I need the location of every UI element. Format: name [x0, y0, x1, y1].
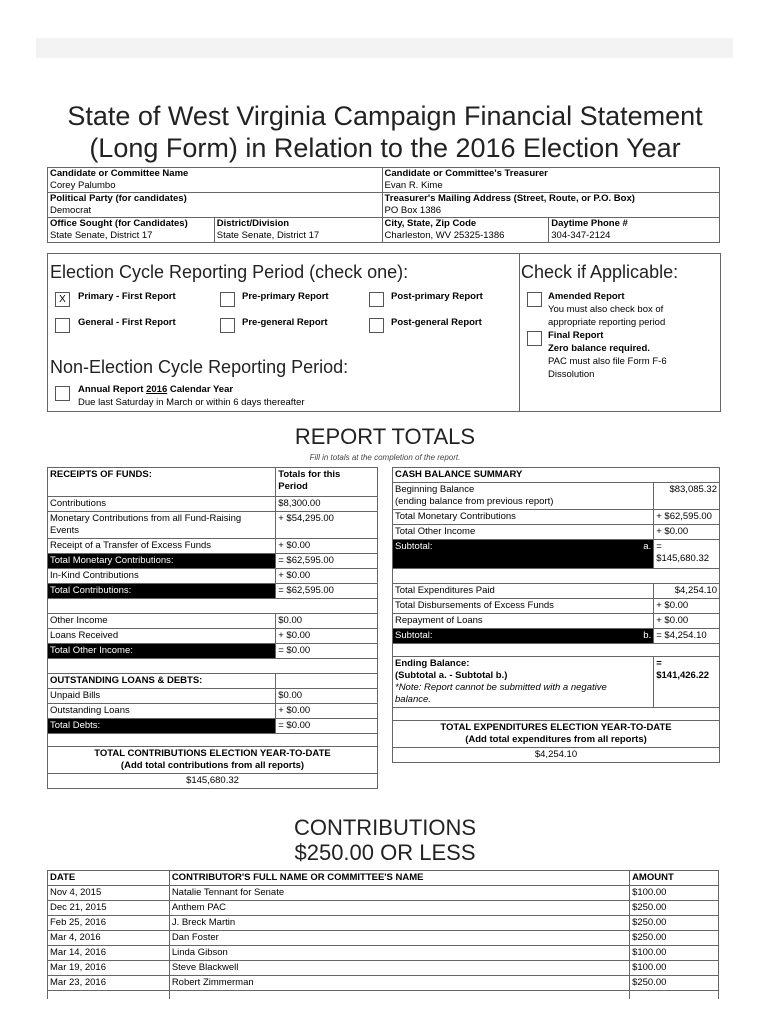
subtotal-a-mark: a.: [643, 541, 652, 552]
row-name: Natalie Tennant for Senate: [169, 886, 629, 901]
cash-total-monetary-label: Total Monetary Contributions: [393, 510, 654, 525]
row-amount: $250.00: [630, 976, 719, 991]
pre-general-label: Pre-general Report: [242, 317, 328, 328]
title-line-2: (Long Form) in Relation to the 2016 Election Year: [89, 133, 681, 163]
annual-report-pre: Annual Report: [78, 384, 147, 395]
expenditures-ytd-header: [393, 721, 720, 748]
row-amount: $100.00: [630, 886, 719, 901]
office-label: Office Sought (for Candidates): [50, 218, 188, 229]
contributions-ytd-line-2: (Add total contributions from all reports): [120, 760, 305, 771]
col-date-header: DATE: [48, 871, 170, 886]
unpaid-value: $0.00: [276, 689, 378, 704]
table-row: [48, 961, 719, 976]
total-monetary-value: = $62,595.00: [276, 554, 378, 569]
title-line-1: State of West Virginia Campaign Financial Statement: [67, 101, 703, 131]
table-row: [48, 991, 719, 1000]
beginning-balance-value: $83,085.32: [654, 483, 720, 510]
general-first-label: General - First Report: [78, 317, 176, 328]
cash-total-other-label: Total Other Income: [393, 525, 654, 540]
row-date: Mar 4, 2016: [48, 931, 170, 946]
ending-amount: $141,426.22: [656, 670, 710, 681]
primary-first-label: Primary - First Report: [78, 291, 176, 302]
spacer-row: [48, 599, 378, 614]
ending-note: *Note: Report cannot be submitted with a negative balance.: [395, 682, 607, 705]
row-date: Feb 25, 2016: [48, 916, 170, 931]
district-cell: [214, 218, 382, 243]
receipts-table: [47, 467, 378, 789]
unpaid-label: Unpaid Bills: [48, 689, 276, 704]
cash-total-monetary-value: + $62,595.00: [654, 510, 720, 525]
spacer-row: [393, 708, 720, 721]
phone-cell: [549, 218, 720, 243]
contributions-value: $8,300.00: [276, 497, 378, 512]
contributions-heading-2: $250.00 OR LESS: [294, 840, 476, 865]
contributions-ytd-value: $145,680.32: [48, 774, 378, 789]
row-amount: $250.00: [630, 931, 719, 946]
office-cell: [48, 218, 215, 243]
city-cell: [382, 218, 549, 243]
row-amount: $250.00: [630, 901, 719, 916]
beginning-balance-label: [393, 483, 654, 510]
contributions-heading: [0, 815, 770, 865]
spacer-row: [48, 734, 378, 747]
expenditures-ytd-line-2: (Add total expenditures from all reports): [465, 734, 647, 745]
contributions-label: Contributions: [48, 497, 276, 512]
city-label: City, State, Zip Code: [384, 218, 477, 229]
expenditures-ytd-line-1: TOTAL EXPENDITURES ELECTION YEAR-TO-DATE: [440, 722, 672, 733]
row-name: Robert Zimmerman: [169, 976, 629, 991]
subtotal-a-eq: =: [656, 541, 662, 552]
pre-general-checkbox[interactable]: [220, 318, 235, 333]
row-name: Anthem PAC: [169, 901, 629, 916]
other-income-value: $0.00: [276, 614, 378, 629]
row-date: [48, 991, 170, 1000]
totals-header-2: Period: [278, 481, 308, 492]
treasurer-value: Evan R. Kime: [384, 180, 443, 191]
table-row: [48, 976, 719, 991]
table-row: [48, 946, 719, 961]
party-cell: [48, 193, 383, 218]
contributions-heading-1: CONTRIBUTIONS: [293, 815, 477, 840]
contributions-table: [47, 870, 719, 999]
table-row: [48, 886, 719, 901]
office-value: State Senate, District 17: [50, 230, 153, 241]
loans-value: + $0.00: [276, 629, 378, 644]
table-row: [48, 931, 719, 946]
row-name: Steve Blackwell: [169, 961, 629, 976]
beginning-line-1: Beginning Balance: [395, 484, 475, 495]
treasurer-cell: [382, 168, 719, 193]
post-primary-label: Post-primary Report: [391, 291, 483, 302]
spacer-row: [393, 644, 720, 657]
subtotal-b-label: [393, 629, 654, 644]
non-election-heading: Non-Election Cycle Reporting Period:: [50, 357, 349, 377]
top-bar: [36, 38, 733, 58]
header-info-table: [47, 167, 720, 243]
table-row: [48, 901, 719, 916]
spacer-row: [48, 659, 378, 674]
cash-header: CASH BALANCE SUMMARY: [393, 468, 720, 483]
row-amount: $100.00: [630, 946, 719, 961]
report-totals-note: Fill in totals at the completion of the report.: [309, 453, 461, 462]
monetary-fundraising-value: + $54,295.00: [276, 512, 378, 539]
disbursements-value: + $0.00: [654, 599, 720, 614]
expenditures-ytd-value: $4,254.10: [393, 748, 720, 763]
ending-balance-value: [654, 657, 720, 708]
subtotal-a-label: [393, 540, 654, 569]
subtotal-a-amount: $145,680.32: [656, 553, 710, 564]
disbursements-label: Total Disbursements of Excess Funds: [393, 599, 654, 614]
row-date: Nov 4, 2015: [48, 886, 170, 901]
amended-note-1: You must also check box of: [548, 304, 664, 315]
beginning-line-2: (ending balance from previous report): [395, 496, 554, 507]
annual-report-label: [78, 384, 233, 396]
monetary-line-1: Monetary Contributions from all Fund-Raising: [50, 513, 242, 524]
row-date: Dec 21, 2015: [48, 901, 170, 916]
candidate-cell: [48, 168, 383, 193]
total-debts-value: = $0.00: [276, 719, 378, 734]
subtotal-b-text: Subtotal:: [395, 630, 433, 641]
transfer-value: + $0.00: [276, 539, 378, 554]
total-other-value: = $0.00: [276, 644, 378, 659]
outstanding-header-blank: [276, 674, 378, 689]
candidate-label: Candidate or Committee Name: [50, 168, 189, 179]
ending-eq: =: [656, 658, 662, 669]
report-totals-heading: REPORT TOTALS: [294, 424, 476, 449]
monetary-line-2: Events: [50, 525, 80, 536]
subtotal-a-text: Subtotal:: [395, 541, 433, 552]
district-value: State Senate, District 17: [216, 230, 320, 241]
expenditures-label: Total Expenditures Paid: [393, 584, 654, 599]
row-date: Mar 23, 2016: [48, 976, 170, 991]
outstanding-loans-label: Outstanding Loans: [48, 704, 276, 719]
zero-balance-label: Zero balance required.: [548, 343, 650, 354]
totals-header: [276, 468, 378, 497]
monetary-fundraising-label: [48, 512, 276, 539]
row-amount: $250.00: [630, 916, 719, 931]
repayment-value: + $0.00: [654, 614, 720, 629]
subtotal-b-mark: b.: [643, 630, 652, 641]
outstanding-header: OUTSTANDING LOANS & DEBTS:: [48, 674, 276, 689]
post-general-checkbox[interactable]: [369, 318, 384, 333]
row-date: Mar 14, 2016: [48, 946, 170, 961]
amended-note-2: appropriate reporting period: [548, 317, 666, 328]
contributions-ytd-header: [48, 747, 378, 774]
total-monetary-label: Total Monetary Contributions:: [48, 554, 276, 569]
election-cycle-heading: Election Cycle Reporting Period (check one):: [50, 262, 409, 282]
table-row: [48, 916, 719, 931]
cash-total-other-value: + $0.00: [654, 525, 720, 540]
general-first-checkbox[interactable]: [55, 318, 70, 333]
ending-line-1: Ending Balance:: [395, 658, 470, 669]
total-debts-label: Total Debts:: [48, 719, 276, 734]
row-name: Linda Gibson: [169, 946, 629, 961]
row-amount: $100.00: [630, 961, 719, 976]
pac-note-2: Dissolution: [548, 369, 595, 380]
phone-label: Daytime Phone #: [551, 218, 628, 229]
subtotal-b-value: = $4,254.10: [654, 629, 720, 644]
inkind-label: In-Kind Contributions: [48, 569, 276, 584]
amended-checkbox[interactable]: [527, 292, 542, 307]
total-contributions-label: Total Contributions:: [48, 584, 276, 599]
receipts-header: RECEIPTS OF FUNDS:: [48, 468, 276, 497]
other-income-label: Other Income: [48, 614, 276, 629]
pre-primary-label: Pre-primary Report: [242, 291, 329, 302]
row-date: Mar 19, 2016: [48, 961, 170, 976]
mailing-label: Treasurer's Mailing Address (Street, Route, or P.O. Box): [384, 193, 635, 204]
total-contributions-value: = $62,595.00: [276, 584, 378, 599]
final-report-label: Final Report: [548, 330, 604, 341]
total-other-label: Total Other Income:: [48, 644, 276, 659]
amended-label: Amended Report: [548, 291, 625, 302]
city-value: Charleston, WV 25325-1386: [384, 230, 505, 241]
inkind-value: + $0.00: [276, 569, 378, 584]
final-report-checkbox[interactable]: [527, 331, 542, 346]
row-amount: [630, 991, 719, 1000]
primary-first-checkbox[interactable]: X: [55, 292, 70, 307]
subtotal-a-value: [654, 540, 720, 569]
party-value: Democrat: [50, 205, 92, 216]
ending-line-2: (Subtotal a. - Subtotal b.): [395, 670, 508, 681]
outstanding-loans-value: + $0.00: [276, 704, 378, 719]
annual-report-year: 2016: [146, 384, 168, 395]
expenditures-value: $4,254.10: [654, 584, 720, 599]
loans-label: Loans Received: [48, 629, 276, 644]
pac-note-1: PAC must also file Form F-6: [548, 356, 667, 367]
contributions-ytd-line-1: TOTAL CONTRIBUTIONS ELECTION YEAR-TO-DATE: [94, 748, 331, 759]
annual-report-note: Due last Saturday in March or within 6 days thereafter: [78, 397, 305, 408]
mailing-value: PO Box 1386: [384, 205, 442, 216]
candidate-value: Corey Palumbo: [50, 180, 116, 191]
mailing-cell: [382, 193, 719, 218]
annual-report-post: Calendar Year: [167, 384, 234, 395]
row-name: J. Breck Martin: [169, 916, 629, 931]
cash-balance-table: [392, 467, 720, 763]
post-primary-checkbox[interactable]: [369, 292, 384, 307]
treasurer-label: Candidate or Committee's Treasurer: [384, 168, 548, 179]
applicable-heading: Check if Applicable:: [521, 262, 679, 282]
ending-balance-label: [393, 657, 654, 708]
party-label: Political Party (for candidates): [50, 193, 187, 204]
col-amount-header: AMOUNT: [630, 871, 719, 886]
annual-report-checkbox[interactable]: [55, 386, 70, 401]
period-divider: [519, 253, 520, 411]
district-label: District/Division: [216, 218, 290, 229]
row-name: [169, 991, 629, 1000]
post-general-label: Post-general Report: [391, 317, 482, 328]
row-name: Dan Foster: [169, 931, 629, 946]
col-name-header: CONTRIBUTOR'S FULL NAME OR COMMITTEE'S NAME: [169, 871, 629, 886]
spacer-row: [393, 569, 720, 584]
phone-value: 304-347-2124: [551, 230, 611, 241]
pre-primary-checkbox[interactable]: [220, 292, 235, 307]
page-title: [0, 100, 770, 164]
totals-header-1: Totals for this: [278, 469, 341, 480]
transfer-label: Receipt of a Transfer of Excess Funds: [48, 539, 276, 554]
repayment-label: Repayment of Loans: [393, 614, 654, 629]
